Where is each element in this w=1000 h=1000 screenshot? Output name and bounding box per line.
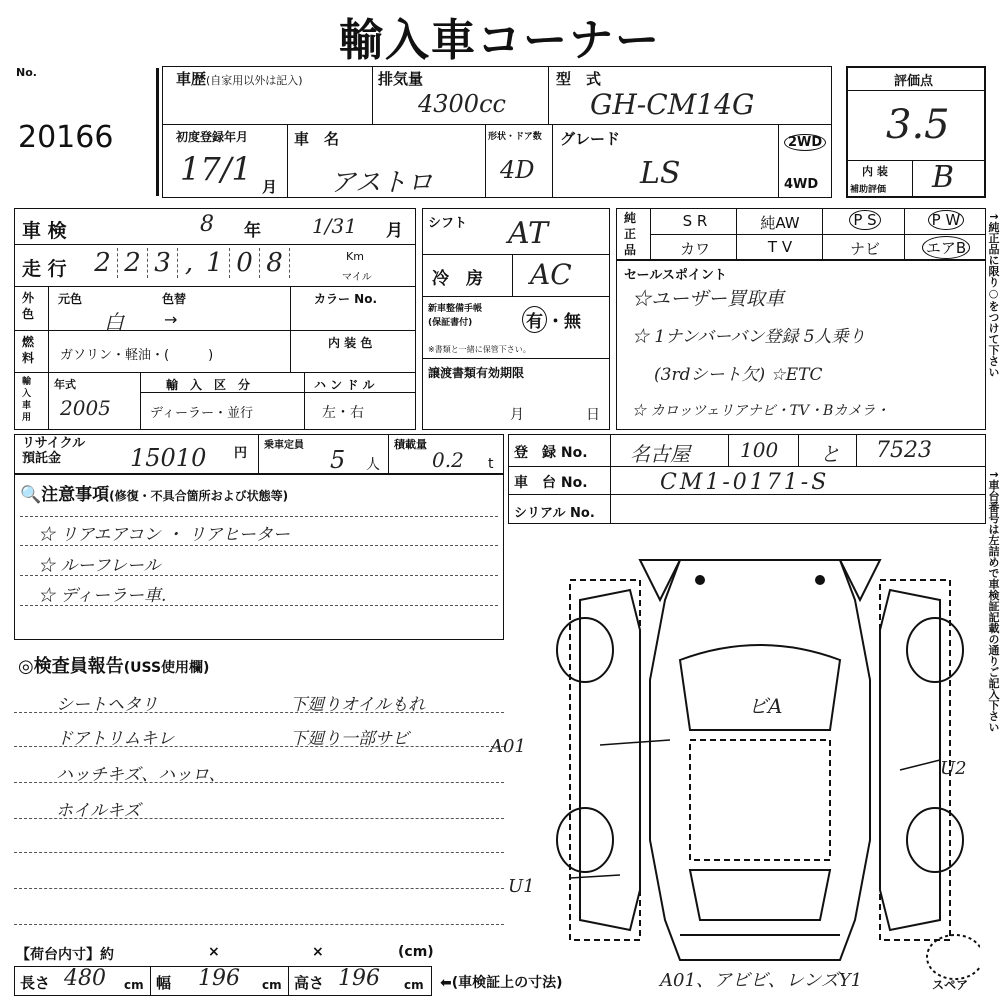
width-cm: cm: [262, 978, 282, 992]
reg-col-3: [856, 434, 857, 466]
diagram-note-u1: U1: [508, 876, 535, 897]
capacity-label: 乗車定員: [264, 440, 304, 451]
load-label: 積載量: [394, 438, 427, 451]
row-line-2: [14, 286, 416, 287]
lot-number: 20166: [18, 120, 114, 155]
first-reg-month: 月: [262, 178, 278, 196]
repaint-arrow: →: [164, 310, 178, 329]
top-grid-col1: [372, 66, 373, 124]
score-value: 3.5: [886, 102, 950, 148]
caution-item: ☆ ディーラー車.: [38, 586, 167, 606]
fuel-label: 燃 料: [22, 335, 35, 365]
side-note-chassis: ↑車台番号は左詰めで車検証記載の通りご記入下さい: [987, 470, 1000, 733]
color-col-a: [48, 286, 49, 430]
color-no-label: カラー No.: [314, 292, 378, 306]
cargo-label: 【荷台内寸】約: [16, 947, 114, 963]
top-grid-divider: [162, 124, 832, 125]
report-note: シートヘタリ: [56, 695, 158, 715]
sales-label: セールスポイント: [624, 268, 727, 283]
equipment-c3: [904, 208, 905, 260]
reg-no-kana: と: [820, 442, 840, 466]
mileage-digit: 2: [88, 248, 118, 278]
recycle-divider-2: [388, 434, 389, 474]
cargo-x2: ×: [312, 944, 324, 960]
inspection-label: 車 検: [22, 220, 67, 242]
mileage-label: 走 行: [22, 258, 67, 280]
transfer-label: 譲渡書類有効期限: [428, 366, 525, 380]
dim-div-1: [150, 966, 151, 996]
caution-rule: [20, 545, 498, 546]
load-unit: t: [488, 456, 494, 472]
equip-aw: 純AW: [760, 214, 800, 232]
sales-point: ☆ カロッツェリアナビ・TV・Bカメラ・: [632, 403, 890, 419]
first-reg-label: 初度登録年月: [176, 130, 249, 144]
mileage-digits: [88, 248, 290, 278]
transfer-day: 日: [586, 407, 600, 423]
original-color-label: 元色: [58, 292, 83, 306]
interior-label: 内 装: [862, 165, 888, 178]
shape-label: 形状・ドア数: [488, 132, 542, 142]
interior-line: [846, 160, 986, 161]
dimension-note: ⬅(車検証上の寸法): [440, 975, 563, 991]
model-value: GH-CM14G: [590, 88, 755, 121]
history-label: 車歴(自家用以外は記入): [176, 70, 303, 88]
equip-pw: P W: [910, 210, 982, 230]
score-label: 評価点: [894, 74, 934, 89]
height-cm: cm: [404, 978, 424, 992]
magnifier-icon: 🔍: [20, 485, 42, 505]
mileage-unit-mile: マイル: [342, 272, 372, 283]
equip-airbag: エアB: [910, 236, 982, 259]
mileage-digit: 2: [118, 248, 148, 278]
top-grid-col3: [287, 124, 288, 198]
first-reg-value: 17/1: [180, 150, 252, 188]
maintenance-line: [422, 358, 610, 359]
report-note: ドアトリムキレ: [56, 729, 175, 749]
model-year-label: 年式: [54, 378, 76, 391]
ac-divider: [512, 254, 513, 296]
cargo-x1: ×: [208, 944, 220, 960]
top-grid-col5: [552, 124, 553, 198]
displacement-value: 4300cc: [418, 90, 506, 118]
import-col-2: [304, 372, 305, 430]
score-header-line: [846, 90, 986, 91]
maintenance-note: ※書類と一緒に保管下さい。: [428, 345, 531, 354]
mileage-digit: 3: [148, 248, 178, 278]
interior-divider: [912, 160, 913, 198]
lot-bracket: [156, 68, 159, 196]
import-label: 輸入車用: [22, 377, 32, 423]
mileage-digit: 8: [260, 248, 290, 278]
report-note: ハッチキズ、ハッロ、: [56, 765, 226, 785]
spare-label: スペア: [932, 978, 969, 992]
handle: 左・右: [322, 405, 364, 421]
interior-color-label: 内 装 色: [328, 336, 373, 350]
recycle-row: [14, 434, 504, 474]
sales-point: (3rdシート欠) ☆ETC: [654, 365, 823, 385]
shift-value: AT: [508, 216, 549, 251]
recycle-value: 15010: [130, 444, 207, 472]
repaint-label: 色替: [162, 292, 187, 306]
chassis-label: 車 台 No.: [514, 475, 588, 491]
registration-line-1: [508, 466, 986, 467]
bottom-note: A01、アビビ、レンズY1: [660, 970, 863, 991]
import-type-label: 輸 入 区 分: [166, 378, 251, 392]
model-year: 2005: [60, 396, 111, 420]
equipment-label: 純 正 品: [624, 211, 637, 257]
dim-div-2: [288, 966, 289, 996]
drive-4wd: 4WD: [784, 177, 819, 192]
caution-rule: [20, 516, 498, 517]
registration-label-col: [610, 434, 611, 524]
side-note-equipment: ↑純正品に限り○をつけて下さい: [987, 212, 1000, 378]
reg-col-1: [728, 434, 729, 466]
top-grid-col4: [485, 124, 486, 198]
equipment-c1: [736, 208, 737, 260]
shift-label: シフト: [428, 216, 468, 231]
reg-no-label: 登 録 No.: [514, 445, 588, 461]
row-line-1: [14, 244, 416, 245]
import-type: ディーラー・並行: [150, 406, 253, 421]
recycle-divider-1: [258, 434, 259, 474]
maintenance-choice: 有 ・無: [522, 306, 581, 333]
reg-no-number: 7523: [876, 438, 932, 463]
color-label: 外 色: [22, 291, 35, 321]
car-name-label: 車 名: [294, 130, 340, 148]
diagram-note-roof: ビA: [748, 694, 783, 718]
cargo-unit: (cm): [398, 944, 434, 960]
handle-label: ハ ン ド ル: [314, 378, 375, 392]
equip-ps: P S: [830, 210, 900, 230]
mileage-digit: 1: [200, 248, 230, 278]
height-label: 高さ: [294, 974, 325, 992]
capacity-value: 5: [330, 446, 346, 474]
diagram-note-u2: U2: [940, 758, 967, 779]
length-label: 長さ: [20, 974, 51, 992]
top-grid-col2: [548, 66, 549, 124]
equip-tv: T V: [767, 238, 793, 256]
serial-label: シリアル No.: [514, 506, 595, 521]
inspection-date: 1/31: [312, 214, 357, 238]
mileage-unit-km: Km: [346, 250, 364, 263]
transfer-month: 月: [510, 407, 524, 423]
caution-item: ☆ ルーフレール: [38, 556, 161, 576]
equip-leather: カワ: [679, 240, 710, 258]
report-note: 下廻り一部サビ: [290, 729, 409, 749]
capacity-unit: 人: [366, 457, 380, 473]
equipment-mid: [650, 234, 986, 235]
car-diagram: [540, 540, 980, 980]
ac-value: AC: [530, 258, 572, 291]
ac-label: 冷 房: [432, 269, 483, 289]
mileage-digit: 0: [230, 248, 260, 278]
color-no-divider: [290, 286, 291, 372]
report-note: 下廻りオイルもれ: [290, 695, 426, 715]
mileage-digit: ,: [184, 248, 194, 278]
height-value: 196: [338, 966, 380, 991]
report-rule: [14, 924, 504, 925]
no-label: No.: [16, 66, 37, 79]
drive-2wd: 2WD: [784, 134, 826, 151]
interior-color-line: [290, 330, 416, 331]
equip-navi: ナビ: [849, 240, 880, 258]
sales-point: ☆ 1ナンバーバン登録 5人乗り: [632, 327, 866, 347]
row-line-4: [14, 372, 416, 373]
length-value: 480: [64, 966, 106, 991]
load-value: 0.2: [432, 448, 464, 472]
fuel-options: ガソリン・軽油・( ): [60, 348, 214, 363]
sales-point: ☆ユーザー買取車: [632, 288, 785, 310]
interior-score: B: [932, 160, 955, 195]
shift-line: [422, 254, 610, 255]
chassis-value: CM1-0171-S: [660, 470, 830, 495]
width-value: 196: [198, 966, 240, 991]
inspection-month: 月: [386, 221, 403, 241]
diagram-note-a01: A01: [490, 736, 526, 757]
inspection-year-label: 年: [244, 221, 261, 241]
page-title: 輸入車コーナー: [339, 15, 661, 66]
reg-no-area: 名古屋: [630, 442, 690, 466]
grade-value: LS: [640, 156, 681, 191]
equip-sr: S R: [682, 212, 708, 230]
equipment-c0: [650, 208, 651, 260]
report-note: ホイルキズ: [56, 801, 141, 821]
report-rule: [14, 852, 504, 853]
caution-title: 🔍注意事項(修復・不具合箇所および状態等): [20, 485, 289, 505]
reg-no-class: 100: [740, 438, 779, 462]
displacement-label: 排気量: [378, 70, 424, 88]
equipment-c2: [822, 208, 823, 260]
import-col-1: [140, 372, 141, 430]
recycle-label: リサイクル 預託金: [22, 436, 86, 466]
car-name-value: アストロ: [330, 168, 433, 198]
caution-item: ☆ リアエアコン ・ リアヒーター: [38, 525, 290, 545]
original-color: 白: [104, 310, 124, 334]
interior-sub-label: 補助評価: [850, 185, 887, 195]
length-cm: cm: [124, 978, 144, 992]
maintenance-label: 新車整備手帳 (保証書付): [428, 304, 483, 328]
grade-label: グレード: [560, 130, 621, 148]
model-label: 型 式: [556, 70, 602, 88]
inspection-year: 8: [200, 212, 214, 237]
width-label: 幅: [156, 974, 172, 992]
reg-col-2: [798, 434, 799, 466]
inspector-title: ◎検査員報告(USS使用欄): [18, 656, 210, 677]
shape-value: 4D: [500, 156, 535, 184]
recycle-yen: 円: [234, 446, 248, 461]
top-grid-col6: [778, 124, 779, 198]
report-rule: [14, 888, 504, 889]
ac-line: [422, 296, 610, 297]
